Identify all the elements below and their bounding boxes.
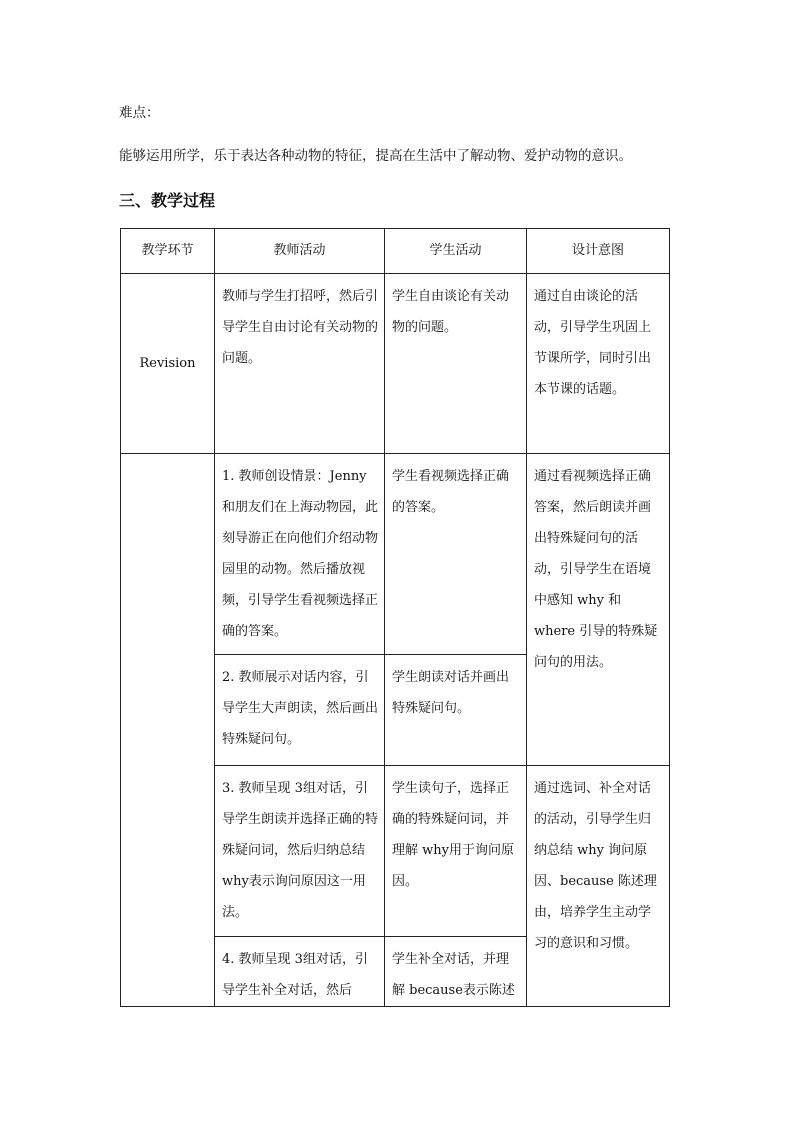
section-heading: 三、教学过程 — [119, 191, 216, 210]
stage-presentation — [121, 454, 215, 1007]
step1-student-activity: 学生看视频选择正确的答案。 — [385, 454, 527, 655]
revision-design-intent: 通过自由谈论的活动，引导学生巩固上节课所学，同时引出本节课的话题。 — [527, 274, 670, 454]
stage-revision: Revision — [121, 274, 215, 454]
difficulty-text: 能够运用所学，乐于表达各种动物的特征，提高在生活中了解动物、爱护动物的意识。 — [119, 148, 632, 164]
header-stage: 教学环节 — [121, 229, 215, 274]
header-student-activity: 学生活动 — [385, 229, 527, 274]
table-header-row — [121, 229, 670, 274]
step4-teacher-activity: 4. 教师呈现 3组对话，引导学生补全对话，然后 — [215, 937, 385, 1007]
table-row-step-1 — [121, 454, 670, 655]
teaching-process-table — [120, 228, 670, 1007]
step3-student-activity: 学生读句子，选择正确的特殊疑问词，并理解 why用于询问原因。 — [385, 766, 527, 937]
step2-student-activity: 学生朗读对话并画出特殊疑问句。 — [385, 655, 527, 766]
step1-teacher-activity: 1. 教师创设情景：Jenny和朋友们在上海动物园，此刻导游正在向他们介绍动物园里的动物。然后播放视频，引导学生看视频选择正确的答案。 — [215, 454, 385, 655]
header-design-intent: 设计意图 — [527, 229, 670, 274]
intent-why-because: 通过选词、补全对话的活动，引导学生归纳总结 why 询问原因、because 陈述理由，培养学生主动学习的意识和习惯。 — [527, 766, 670, 1007]
intent-why-where: 通过看视频选择正确答案，然后朗读并画出特殊疑问句的活动，引导学生在语境中感知 why 和 where 引导的特殊疑问句的用法。 — [527, 454, 670, 766]
difficulty-label: 难点： — [119, 105, 160, 121]
revision-teacher-activity: 教师与学生打招呼，然后引导学生自由讨论有关动物的问题。 — [215, 274, 385, 454]
step4-student-activity: 学生补全对话，并理解 because表示陈述 — [385, 937, 527, 1007]
step3-teacher-activity: 3. 教师呈现 3组对话，引导学生朗读并选择正确的特殊疑问词，然后归纳总结 why表示询问原因这一用法。 — [215, 766, 385, 937]
table-row-revision — [121, 274, 670, 454]
revision-student-activity: 学生自由谈论有关动物的问题。 — [385, 274, 527, 454]
header-teacher-activity: 教师活动 — [215, 229, 385, 274]
step2-teacher-activity: 2. 教师展示对话内容，引导学生大声朗读，然后画出特殊疑问句。 — [215, 655, 385, 766]
